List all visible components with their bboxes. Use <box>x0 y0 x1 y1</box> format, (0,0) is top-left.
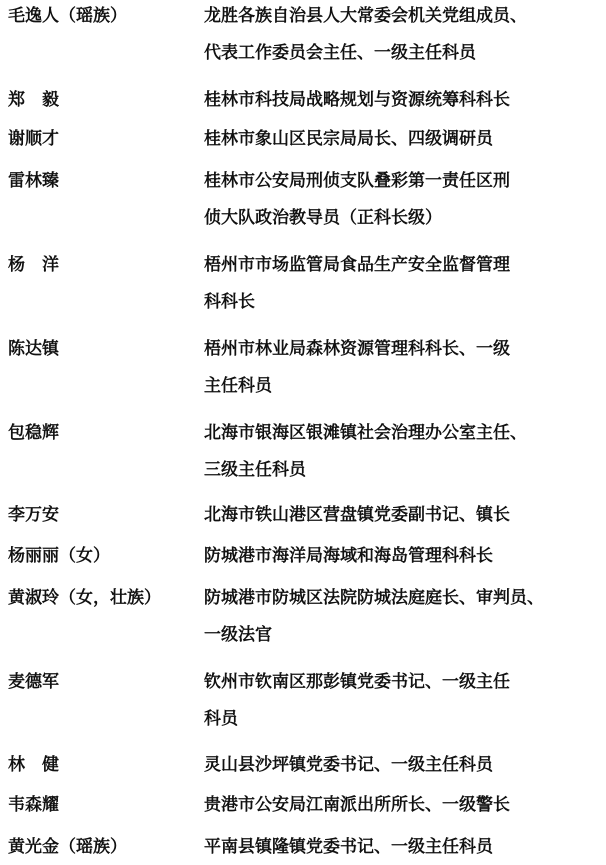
position-line: 桂林市公安局刑侦支队叠彩第一责任区刑 <box>204 171 510 191</box>
position-line: 桂林市象山区民宗局局长、四级调研员 <box>204 129 493 149</box>
person-name: 麦德军 <box>8 672 59 692</box>
person-name: 李万安 <box>8 505 59 525</box>
position-line: 贵港市公安局江南派出所所长、一级警长 <box>204 795 510 815</box>
position-line: 钦州市钦南区那彭镇党委书记、一级主任 <box>204 672 510 692</box>
position-line: 主任科员 <box>204 376 272 396</box>
position-line: 科科长 <box>204 292 255 312</box>
person-name: 杨丽丽（女） <box>8 546 110 566</box>
person-name: 包稳辉 <box>8 423 59 443</box>
person-name: 毛逸人（瑶族） <box>8 6 127 26</box>
person-name: 林 健 <box>8 755 59 775</box>
person-name: 黄淑玲（女，壮族） <box>8 588 161 608</box>
position-line: 侦大队政治教导员（正科长级） <box>204 208 442 228</box>
position-line: 桂林市科技局战略规划与资源统筹科科长 <box>204 90 510 110</box>
person-name: 陈达镇 <box>8 339 59 359</box>
person-name: 郑 毅 <box>8 90 59 110</box>
position-line: 北海市铁山港区营盘镇党委副书记、镇长 <box>204 505 510 525</box>
position-line: 防城港市海洋局海域和海岛管理科科长 <box>204 546 493 566</box>
position-line: 龙胜各族自治县人大常委会机关党组成员、 <box>204 6 527 26</box>
person-name: 雷林臻 <box>8 171 59 191</box>
position-line: 灵山县沙坪镇党委书记、一级主任科员 <box>204 755 493 775</box>
person-name: 韦森耀 <box>8 795 59 815</box>
position-line: 梧州市市场监管局食品生产安全监督管理 <box>204 255 510 275</box>
position-line: 科员 <box>204 709 238 729</box>
position-line: 三级主任科员 <box>204 460 306 480</box>
position-line: 一级法官 <box>204 625 272 645</box>
person-name: 杨 洋 <box>8 255 59 275</box>
position-line: 梧州市林业局森林资源管理科科长、一级 <box>204 339 510 359</box>
position-line: 北海市银海区银滩镇社会治理办公室主任、 <box>204 423 527 443</box>
person-name: 黄光金（瑶族） <box>8 837 127 857</box>
position-line: 代表工作委员会主任、一级主任科员 <box>204 43 476 63</box>
position-line: 防城港市防城区法院防城法庭庭长、审判员、 <box>204 588 544 608</box>
position-line: 平南县镇隆镇党委书记、一级主任科员 <box>204 837 493 857</box>
person-name: 谢顺才 <box>8 129 59 149</box>
